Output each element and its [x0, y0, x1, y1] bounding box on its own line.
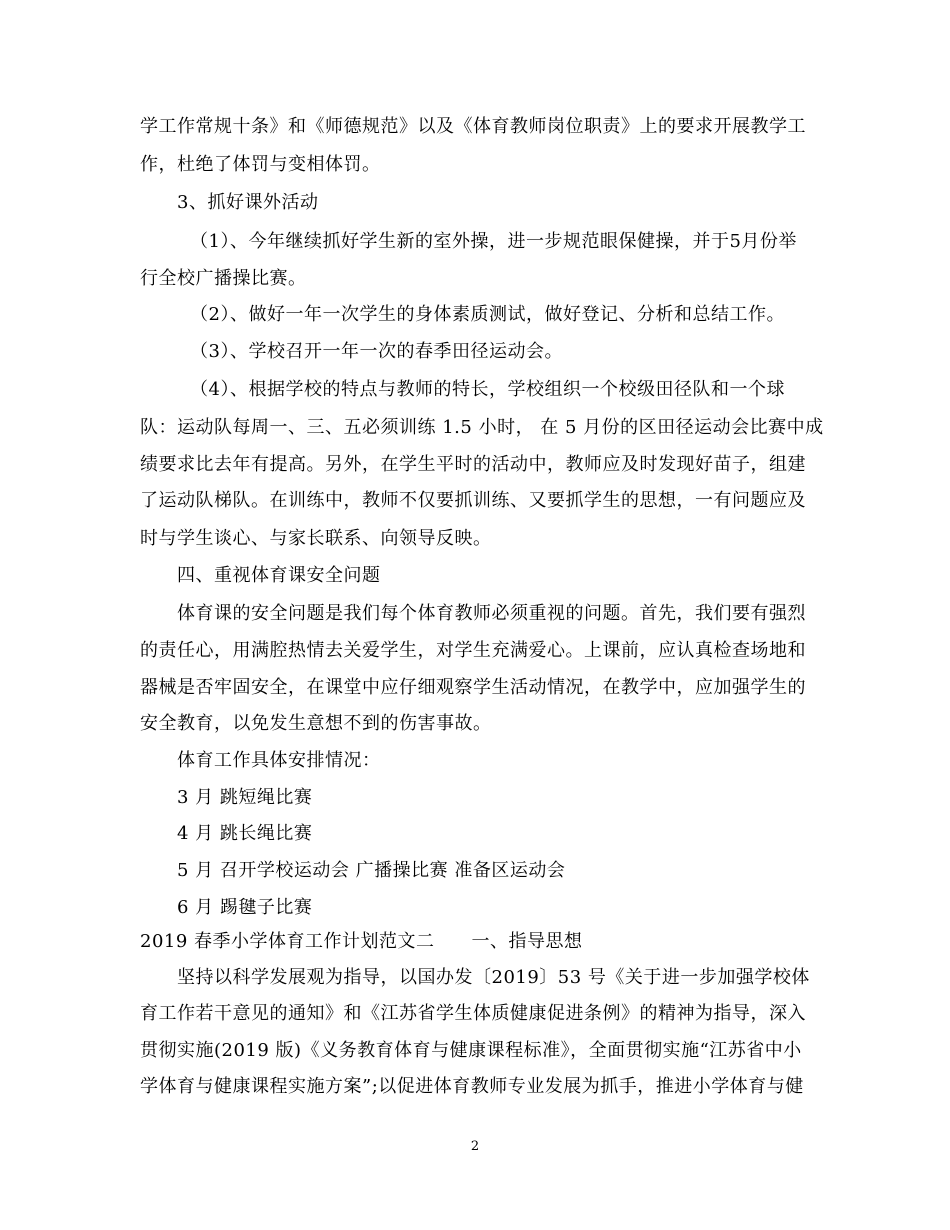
body-text-line: 贯彻实施(2019 版)《义务教育体育与健康课程标准》，全面贯彻实施“江苏省中小	[140, 1040, 802, 1061]
body-text-line: 的责任心，用满腔热情去关爱学生，对学生充满爱心。上课前，应认真检查场地和	[140, 640, 806, 661]
list-item: （2）、做好一年一次学生的身体素质测试，做好登记、分析和总结工作。	[190, 304, 785, 325]
page-number: 2	[470, 1139, 480, 1154]
schedule-heading: 体育工作具体安排情况：	[177, 750, 381, 771]
schedule-item: 3 月 跳短绳比赛	[177, 787, 313, 808]
list-item: （3）、学校召开一年一次的春季田径运动会。	[190, 341, 563, 362]
list-item: （1）、今年继续抓好学生新的室外操，进一步规范眼保健操，并于5月份举	[190, 231, 797, 252]
body-text-line: 队：运动队每周一、三、五必须训练 1.5 小时， 在 5 月份的区田径运动会比赛中成	[140, 417, 824, 438]
body-text-line: 坚持以科学发展观为指导，以国办发〔2019〕53 号《关于进一步加强学校体	[177, 967, 810, 988]
body-text-line: 作，杜绝了体罚与变相体罚。	[140, 154, 381, 175]
body-text-line: 器械是否牢固安全，在课堂中应仔细观察学生活动情况，在教学中，应加强学生的	[140, 677, 806, 698]
list-item: （4）、根据学校的特点与教师的特长，学校组织一个校级田径队和一个球	[190, 379, 785, 400]
subtitle-line: 2019 春季小学体育工作计划范文二 一、指导思想	[140, 931, 583, 952]
schedule-item: 6 月 踢毽子比赛	[177, 897, 313, 918]
section-heading: 四、重视体育课安全问题	[177, 565, 381, 586]
body-text-line: 学体育与健康课程实施方案”;以促进体育教师专业发展为抓手，推进小学体育与健	[140, 1076, 804, 1097]
body-text-line: 体育课的安全问题是我们每个体育教师必须重视的问题。首先，我们要有强烈	[177, 603, 806, 624]
schedule-item: 4 月 跳长绳比赛	[177, 823, 313, 844]
body-text-line: 行全校广播操比赛。	[140, 268, 307, 289]
body-text-line: 时与学生谈心、与家长联系、向领导反映。	[140, 528, 492, 549]
body-text-line: 学工作常规十条》和《师德规范》以及《体育教师岗位职责》上的要求开展教学工	[140, 116, 806, 137]
body-text-line: 绩要求比去年有提高。另外，在学生平时的活动中，教师应及时发现好苗子，组建	[140, 454, 806, 475]
body-text-line: 育工作若干意见的通知》和《江苏省学生体质健康促进条例》的精神为指导，深入	[140, 1003, 806, 1024]
schedule-item: 5 月 召开学校运动会 广播操比赛 准备区运动会	[177, 860, 566, 881]
section-heading: 3、抓好课外活动	[177, 192, 319, 213]
body-text-line: 安全教育，以免发生意想不到的伤害事故。	[140, 713, 492, 734]
body-text-line: 了运动队梯队。在训练中，教师不仅要抓训练、又要抓学生的思想，一有问题应及	[140, 490, 806, 511]
